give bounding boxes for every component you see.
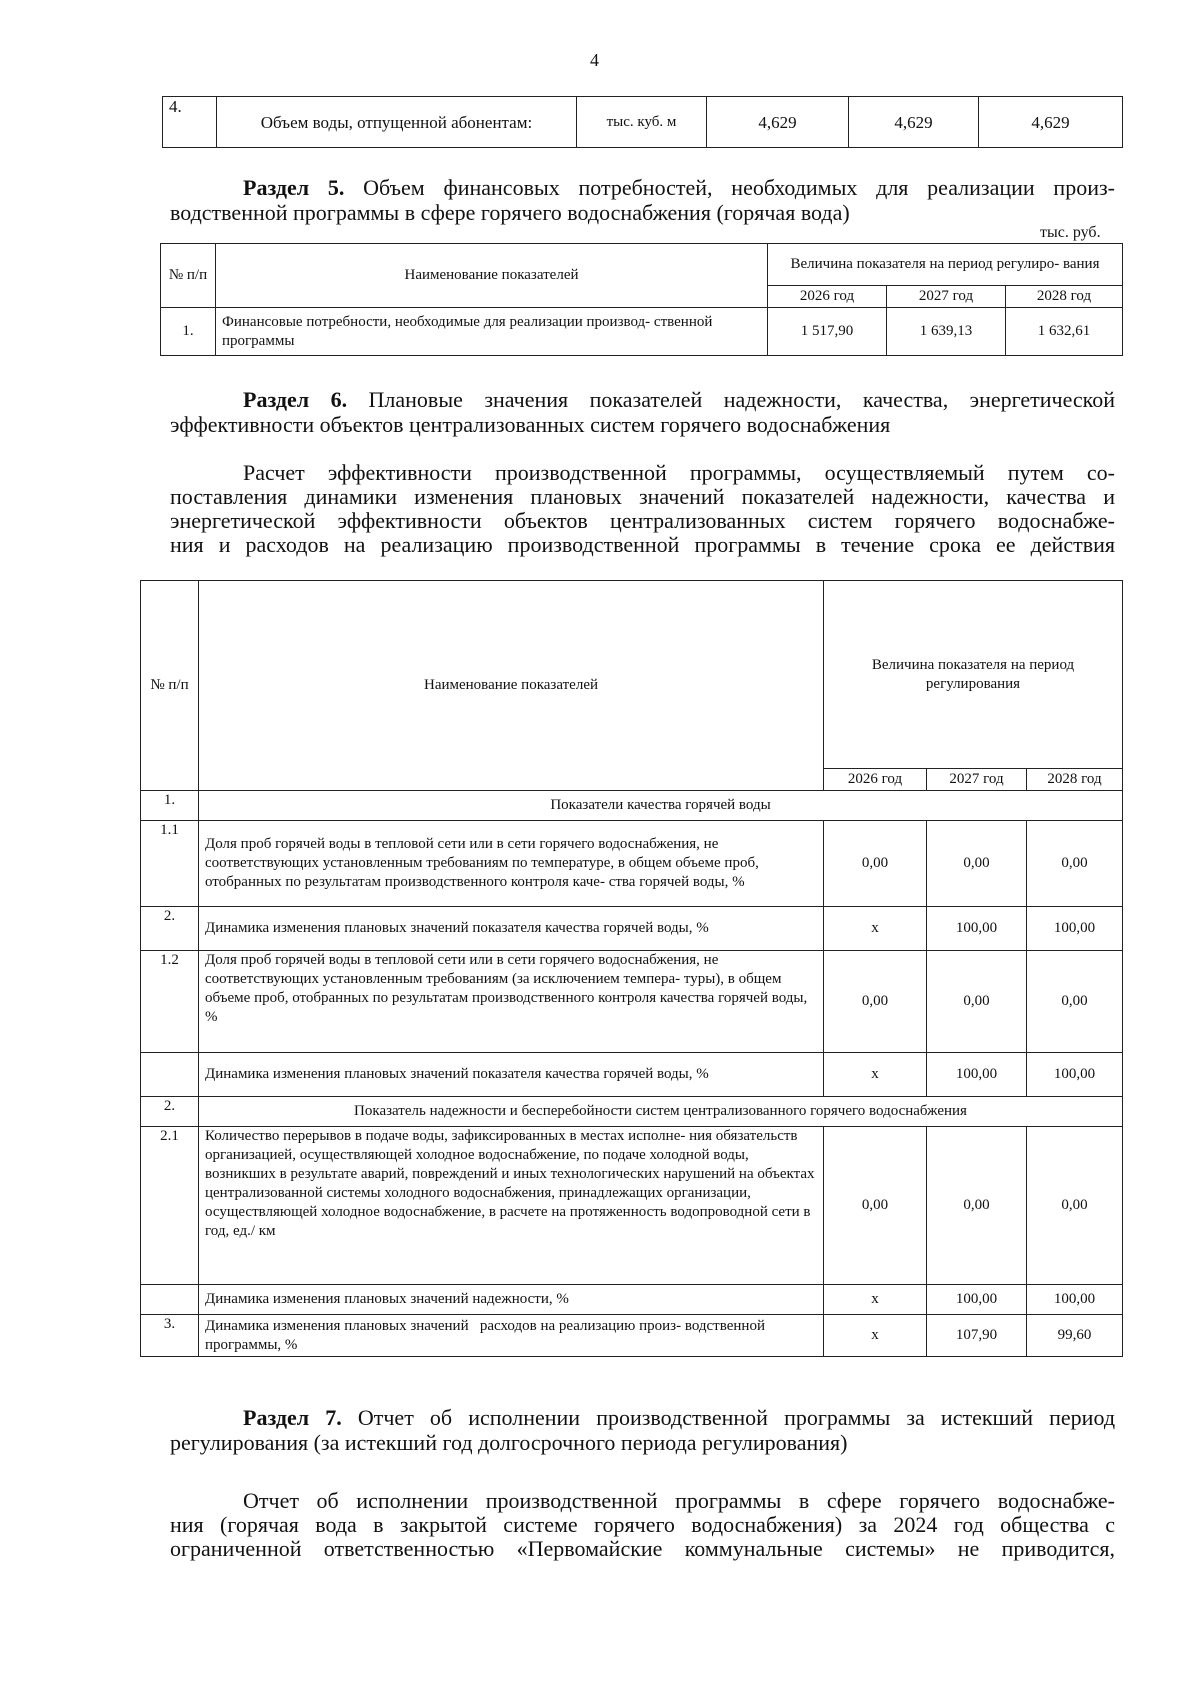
value-cell: 0,00 — [1027, 1127, 1123, 1285]
section-7-title-line1: Отчет об исполнении производственной программы за истекший период — [357, 1405, 1116, 1430]
section-6-title-line1: Плановые значения показателей надежности, качества, энергетической — [368, 387, 1115, 412]
section-5-heading — [170, 175, 1115, 225]
row-name: Динамика изменения плановых значений показателя качества горячей воды, % — [199, 907, 824, 951]
table-row — [141, 1285, 1123, 1315]
value-cell: 0,00 — [927, 1127, 1027, 1285]
row-name: Объем воды, отпущенной абонентам: — [217, 97, 577, 148]
section-5-title-line2: водственной программы в сфере горячего водоснабжения (горячая вода) — [170, 200, 850, 225]
group-title: Показатели качества горячей воды — [199, 791, 1123, 821]
page-number: 4 — [590, 50, 599, 70]
indicators-table — [140, 580, 1123, 1357]
year-header: 2028 год — [1006, 286, 1123, 308]
value-cell: 1 639,13 — [887, 308, 1006, 356]
value-cell: х — [824, 1053, 927, 1097]
value-cell: 99,60 — [1027, 1315, 1123, 1357]
row-number: 3. — [141, 1315, 199, 1357]
value-cell: 100,00 — [927, 1285, 1027, 1315]
value-cell: х — [824, 907, 927, 951]
value-cell: 100,00 — [1027, 907, 1123, 951]
year-header: 2027 год — [887, 286, 1006, 308]
table-row — [141, 1053, 1123, 1097]
section-7-title-line2: регулирования (за истекший год долгосрочного периода регулирования) — [170, 1430, 848, 1455]
section-7-prefix: Раздел 7. — [243, 1405, 342, 1430]
row-name: Доля проб горячей воды в тепловой сети или в сети горячего водоснабжения, не соответствующих установленным требованиям (за исключением темпера- туры), в общем объеме проб, отобранных по результатам производственного контроля качества горячей воды, % — [199, 951, 824, 1053]
section-7-paragraph — [170, 1489, 1115, 1561]
group-title: Показатель надежности и бесперебойности систем централизованного горячего водоснабжения — [199, 1097, 1123, 1127]
value-cell: 0,00 — [824, 1127, 927, 1285]
value-cell: 0,00 — [927, 951, 1027, 1053]
value-cell: 1 632,61 — [1006, 308, 1123, 356]
section-6-paragraph — [170, 461, 1115, 557]
value-cell: 1 517,90 — [768, 308, 887, 356]
value-cell: 4,629 — [707, 97, 849, 148]
paragraph-line: энергетической эффективности объектов централизованных систем горячего водоснабже- — [170, 508, 1115, 533]
row-name: Доля проб горячей воды в тепловой сети или в сети горячего водоснабжения, не соответствующих установленным требованиям по температуре, в общем объеме проб, отобранных по результатам производственного контроля каче- ства горячей воды, % — [199, 821, 824, 907]
row-number: 4. — [163, 97, 217, 148]
value-cell: 107,90 — [927, 1315, 1027, 1357]
paragraph-line: поставления динамики изменения плановых значений показателей надежности, качества и — [170, 484, 1115, 509]
column-header-name: Наименование показателей — [199, 581, 824, 791]
value-cell: 100,00 — [1027, 1285, 1123, 1315]
row-unit: тыс. куб. м — [577, 97, 707, 148]
year-header: 2026 год — [824, 769, 927, 791]
paragraph-line: ния (горячая вода в закрытой системе горячего водоснабжения) за 2024 год общества с — [170, 1512, 1115, 1537]
section-5-unit: тыс. руб. — [1040, 224, 1101, 241]
row-name: Динамика изменения плановых значений надежности, % — [199, 1285, 824, 1315]
column-header-number: № п/п — [141, 581, 199, 791]
row-name: Динамика изменения плановых значений показателя качества горячей воды, % — [199, 1053, 824, 1097]
column-header-number: № п/п — [161, 244, 216, 308]
column-header-name: Наименование показателей — [216, 244, 768, 308]
value-cell: 4,629 — [849, 97, 979, 148]
value-cell: 0,00 — [1027, 821, 1123, 907]
table-group-row — [141, 791, 1123, 821]
paragraph-line: Отчет об исполнении производственной программы в сфере горячего водоснабже- — [243, 1488, 1115, 1513]
value-cell: 0,00 — [824, 951, 927, 1053]
value-cell: 0,00 — [1027, 951, 1123, 1053]
value-cell: 100,00 — [927, 907, 1027, 951]
year-header: 2028 год — [1027, 769, 1123, 791]
table-row — [161, 308, 1123, 356]
finance-table — [160, 243, 1123, 356]
table-group-row — [141, 1097, 1123, 1127]
value-cell: 4,629 — [979, 97, 1123, 148]
value-cell: 100,00 — [927, 1053, 1027, 1097]
table-row — [141, 821, 1123, 907]
row-number: 2. — [141, 1097, 199, 1127]
table-row — [141, 907, 1123, 951]
table-row — [141, 1315, 1123, 1357]
paragraph-line: Расчет эффективности производственной программы, осуществляемый путем со- — [243, 460, 1115, 485]
row-number: 2.1 — [141, 1127, 199, 1285]
row-name: Финансовые потребности, необходимые для реализации производ- ственной программы — [216, 308, 768, 356]
column-header-value: Величина показателя на период регулиро- вания — [768, 244, 1123, 286]
value-cell: х — [824, 1315, 927, 1357]
table-row — [141, 1127, 1123, 1285]
value-cell: 0,00 — [824, 821, 927, 907]
paragraph-line: ограниченной ответственностью «Первомайские коммунальные системы» не приводится, — [170, 1536, 1115, 1561]
value-cell: х — [824, 1285, 927, 1315]
section-5-prefix: Раздел 5. — [243, 175, 345, 200]
section-6-title-line2: эффективности объектов централизованных систем горячего водоснабжения — [170, 412, 891, 437]
section-6-prefix: Раздел 6. — [243, 387, 348, 412]
section-7-heading — [170, 1405, 1115, 1455]
paragraph-line: ния и расходов на реализацию производственной программы в течение срока ее действия — [170, 532, 1115, 557]
row-number: 1.1 — [141, 821, 199, 907]
row-number — [141, 1053, 199, 1097]
year-header: 2027 год — [927, 769, 1027, 791]
value-cell: 100,00 — [1027, 1053, 1123, 1097]
column-header-value: Величина показателя на период регулирования — [824, 581, 1123, 769]
row-number: 2. — [141, 907, 199, 951]
row-name: Динамика изменения плановых значений расходов на реализацию произ- водственной программы, % — [199, 1315, 824, 1357]
section-6-heading — [170, 387, 1115, 437]
row-number: 1.2 — [141, 951, 199, 1053]
table-row — [141, 951, 1123, 1053]
top-volume-table — [162, 96, 1123, 148]
row-number: 1. — [161, 308, 216, 356]
table-row — [163, 97, 1123, 148]
row-number: 1. — [141, 791, 199, 821]
value-cell: 0,00 — [927, 821, 1027, 907]
row-number — [141, 1285, 199, 1315]
row-name: Количество перерывов в подаче воды, зафиксированных в местах исполне- ния обязательств организацией, осуществляющей холодное водоснабжение, по подаче холодной воды, возникших в результате аварий, повреждений и иных технологических нарушений на объектах централизованной системы холодного водоснабжения, принадлежащих организации, осуществляющей холодное водоснабжение, в расчете на протяженность водопроводной сети в год, ед./ км — [199, 1127, 824, 1285]
section-5-title-line1: Объем финансовых потребностей, необходимых для реализации произ- — [363, 175, 1115, 200]
year-header: 2026 год — [768, 286, 887, 308]
